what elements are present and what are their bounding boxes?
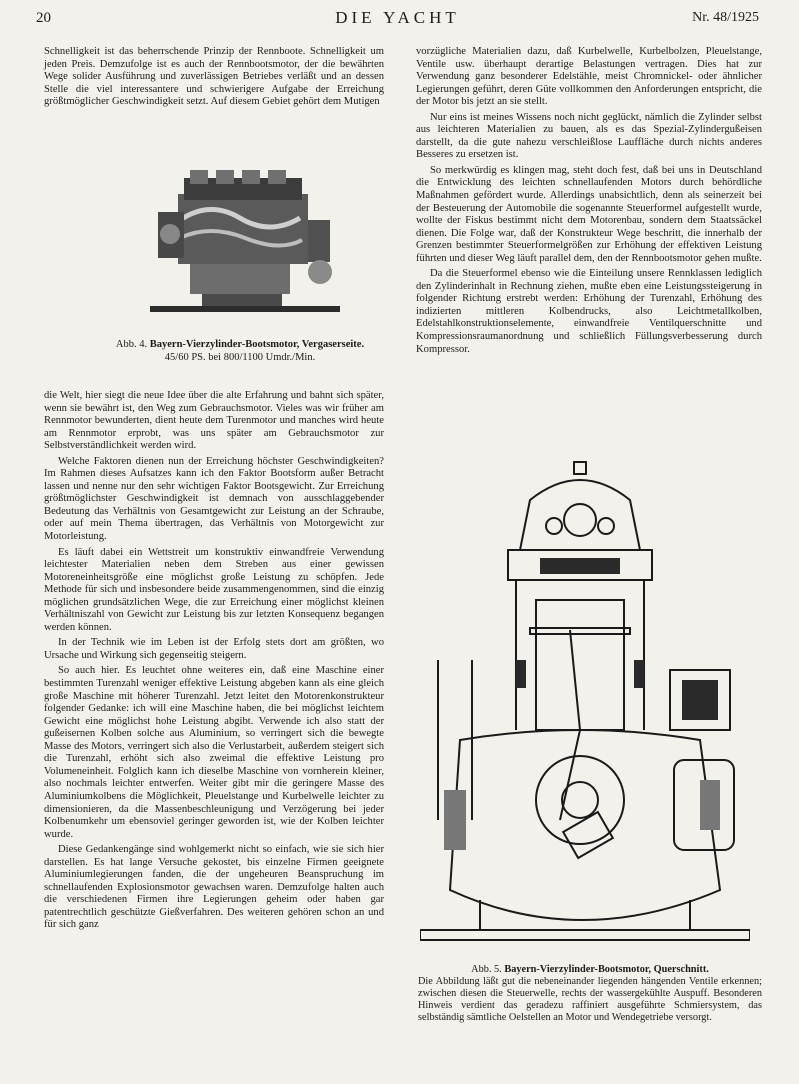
paragraph: Da die Steuerformel ebenso wie die Einteilung unsere Rennklassen lediglich den Zylinderinhalt in Rechnung ziehen, mußte eben eine Leistungssteigerung in folgender Richtung erstrebt werden: Erhöhung der Turenzahl, Erhöhung des indizierten mittleren Kolbendrucks, also Leichtmetallkolben, Edelstahlkonstruktionselemente, einwandfreie Ventilquerschnitte und Kompressionsraumanordnung und schließlich Füllungsverbesserung durch Kompressor. [416, 268, 762, 355]
issue-number: Nr. 48/1925 [692, 10, 759, 25]
figure-4-subtitle: 45/60 PS. bei 800/1100 Umdr./Min. [164, 352, 316, 363]
paragraph: Es läuft dabei ein Wettstreit um konstruktiv einwandfreie Verwendung leichtester Materialien neben dem Streben aus einer gewissen Motoreneinheitsgröße eine möglichst große Leistung zu schöpfen. Jede Methode für sich und insbesondere beide zusammengenommen, sind die einzig möglichen grundsätzlichen Wege, die zur Erreichung einer möglichst kleinen Verhältniszahl von Gewicht zur Leistung bis zur letzten Konsequenz begangen werden können. [44, 546, 384, 633]
paragraph: die Welt, hier siegt die neue Idee über die alte Erfahrung und bahnt sich später, wenn sie bewährt ist, den Weg zum Gebrauchsmotor. Vieles was wir früher am Rennmotor bewunderten, dient heute dem Turenmotor und manches wird heute am Rennmotor erprobt, was uns später am Gebrauchsmotor zur Selbstverständlichkeit werden wird. [44, 390, 384, 452]
left-column-top [44, 46, 384, 112]
magazine-title: DIE YACHT [335, 8, 460, 27]
paragraph: So auch hier. Es leuchtet ohne weiteres ein, daß eine Maschine einer bestimmten Turenzahl weniger effektive Leistung abgeben kann als eine gleich große Maschine mit höherer Turenzahl. Jetzt leitet den Motorenkonstrukteur folgender Gedanke: ich will eine Maschine haben, die bei möglichst leichtem Gewicht eine möglichst hohe Leistung abgibt. Verwende ich also statt der gußeisernen Kolben solche aus Aluminium, so verringert sich die bewegte Masse des Motors, verringert sich also die Verlustarbeit, außerdem steigert sich die Turenzahl, erhöht sich also zweimal die effektive Leistung pro Volumeneinheit. Folglich kann ich dieselbe Maschine von vornherein kleiner, also nochmals leichter entwerfen. Weiter gibt mir die geringere Masse des Aluminiumkolbens die Möglichkeit, Pleuelstange und Kurbelwelle leichter zu dimensionieren, da die Massenbeschleunigung und Verzögerung bei jeder Kolbenumkehr um ebensoviel geringer geworden ist, wie der Kolben leichter wurde. [44, 665, 384, 840]
paragraph: In der Technik wie im Leben ist der Erfolg stets dort am größten, wo Ursache und Wirkung sich gegenseitig steigern. [44, 637, 384, 661]
figure-4-label: Abb. 4. [115, 339, 148, 350]
figure-4-title: Bayern-Vierzylinder-Bootsmotor, Vergaserseite. [149, 339, 365, 350]
paragraph: Schnelligkeit ist das beherrschende Prinzip der Rennboote. Schnelligkeit um jeden Preis. Demzufolge ist es auch der Rennbootsmotor, der die bewährten Wege solider Ausführung und zuverlässigen Betriebes verläßt und an dessen Stelle die viel interessantere und schwierigere Aufgabe der Erreichung größtmöglicher Geschwindigkeit setzt. Auf diesem Gebiet gehört dem Mutigen [44, 46, 384, 108]
figure-5-caption [418, 964, 762, 1024]
engine-side-view-drawing [150, 160, 340, 330]
engine-cross-section-drawing [420, 460, 750, 960]
paragraph: Nur eins ist meines Wissens noch nicht geglückt, nämlich die Zylinder selbst aus leichteren Materialien zu bauen, als es das Spezial-Zylindergußeisen darstellt, da die gute nahezu verschleißlose Lauffläche durch nichts anderes Besseres zu ersetzen ist. [416, 111, 762, 161]
engine-side-view-illustration [150, 160, 340, 330]
paragraph: Welche Faktoren dienen nun der Erreichung höchster Geschwindigkeiten? Im Rahmen dieses Aufsatzes kann ich den Faktor Bootsform außer Betracht lassen und nenne nur den sehr wichtigen Faktor Bootsgewicht. Zur Erreichung größtmöglichster Geschwindigkeit ist demnach von ausschlaggebender Bedeutung das Verhältnis von Gesamtgewicht zur Leistung an der Schraube, oder auf mein Thema übertragen, das Verhältnis von Motorgewicht zur Motorleistung. [44, 455, 384, 543]
figure-5-description: Die Abbildung läßt gut die nebeneinander liegenden hängenden Ventile erkennen; zwischen diesen die Steuerwelle, rechts der wassergekühlte Auspuff. Besonderen Hinweis verdient das geradezu raffiniert ausgeführte Schmiersystem, das selbständig sämtliche Oelstellen an Motor und Wendegetriebe versorgt. [418, 976, 762, 1023]
figure-5-title: Bayern-Vierzylinder-Bootsmotor, Querschnitt. [504, 964, 709, 975]
paragraph: So merkwürdig es klingen mag, steht doch fest, daß bei uns in Deutschland die Entwicklung des leichten schnellaufenden Motors durch behördliche Maßnahmen gefördert wurde. Allerdings unabsichtlich, denn als seinerzeit bei der Besteuerung der Automobile die sogenannte Steuerformel aufgestellt wurde, wollte der Fiskus bestimmt nicht dem Motorenbau, sondern dem Staatssäckel dienen. Die Folge war, daß der Konstrukteur Wege beschritt, die innerhalb der Grenzen bestimmter Steuerformelgrößen zur Erhöhung der effektiven Leistung führten und dieser Weg läuft parallel dem, den der Rennbootsmotor gehen mußte. [416, 164, 762, 264]
paragraph: vorzügliche Materialien dazu, daß Kurbelwelle, Kurbelbolzen, Pleuelstange, Ventile usw. überhaupt derartige Belastungen vertragen. Dies hat zur Verwendung ganz besonderer Edelstähle, meist Chromnickel- oder ähnlicher Legierungen geführt, deren Güte vollkommen den Anforderungen entspricht, die der Motor bis jetzt an sie stellt. [416, 46, 762, 108]
engine-cross-section-illustration [420, 460, 750, 960]
left-column-bottom [44, 390, 384, 935]
page-header [36, 6, 759, 30]
paragraph: Diese Gedankengänge sind wohlgemerkt nicht so einfach, wie sie sich hier darstellen. Es hat lange Versuche gekostet, bis einzelne Firmen geeignete Aluminiumlegierungen fanden, die der ungeheuren Beanspruchung im schnellaufenden Explosionsmotor gewachsen waren. Demzufolge halten auch die verschiedenen Firmen ihre Legierungen geheim oder haben gar patentrechtlich geschützte Gießverfahren. Des weiteren gehören schon an und für sich ganz [44, 844, 384, 931]
page-number: 20 [36, 10, 51, 26]
right-column-top [416, 46, 762, 359]
figure-5-label: Abb. 5. [471, 964, 502, 975]
figure-4-caption [60, 338, 420, 364]
